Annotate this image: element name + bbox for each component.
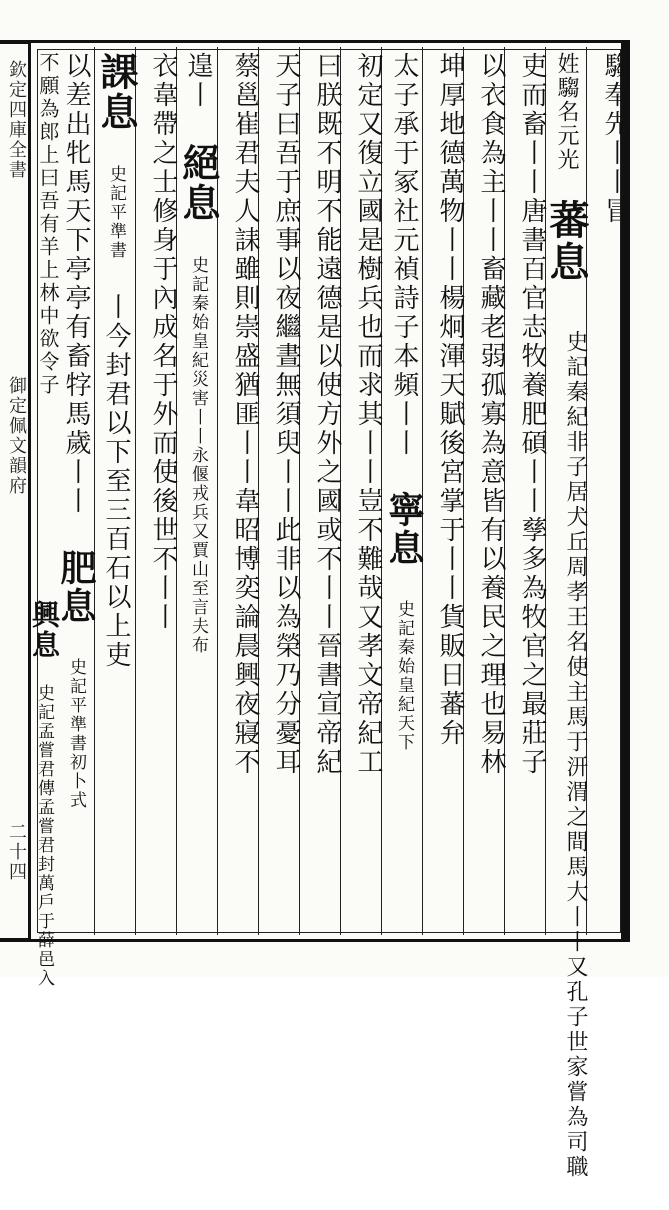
column-rule <box>94 47 95 935</box>
headword: 興息 <box>28 600 61 660</box>
margin-rule-top <box>0 40 30 44</box>
headword: 肥息 <box>55 549 97 625</box>
column-rule <box>135 47 136 935</box>
headword-note: 史記平準書 <box>106 165 126 260</box>
text-column <box>55 52 97 932</box>
text-column <box>220 52 258 932</box>
headword: 蕃息 <box>543 199 590 283</box>
column-text: 坤厚地德萬物丨丨楊炯渾天賦後宮掌于丨丨貨販日蕃弁 <box>435 52 465 748</box>
column-text: 蔡邕崔君夫人誄雖則崇盛猶匪丨丨韋昭博奕論晨興夜寢不 <box>230 52 260 777</box>
column-text: 以衣食為主丨丨畜藏老弱孤寡為意皆有以養民之理也易林 <box>476 52 506 777</box>
margin-series-title: 欽定四庫全書 <box>6 60 27 180</box>
text-column <box>590 52 628 932</box>
text-column <box>466 52 504 932</box>
column-text: 以差出牝馬天下亭亭有畜牸馬歲丨丨 <box>61 52 91 516</box>
text-column <box>425 52 463 932</box>
column-note: 姓騶名元光 <box>554 52 579 172</box>
column-text: 遑丨 <box>183 52 213 110</box>
margin-book-title: 御定佩文韻府 <box>6 376 27 496</box>
headword-note: 史記秦紀非子居犬丘周孝王名使主馬于汧渭之間馬大丨丨又孔子世家嘗為司職 <box>563 330 588 1180</box>
text-column <box>138 52 176 932</box>
text-column <box>94 52 139 932</box>
margin-page-number: 二十四 <box>6 822 27 882</box>
text-column <box>302 52 340 932</box>
text-column <box>548 330 586 1210</box>
column-text <box>60 600 61 601</box>
margin-rule-bottom <box>0 938 30 942</box>
text-column <box>343 52 381 932</box>
text-column <box>261 52 299 932</box>
column-text: 初定又復立國是樹兵也而求其丨丨豈不難哉又孝文帝紀工 <box>353 52 383 777</box>
column-text: 吏而畜丨丨唐書百官志牧養肥碩丨丨孳多為牧官之最莊子 <box>517 52 547 777</box>
margin-header <box>3 60 29 920</box>
headword-note: 史記秦始皇紀天下 <box>394 600 414 752</box>
headword: 寧息 <box>383 491 425 567</box>
column-text: 衣韋帶之士修身于內成名于外而使後世不丨丨 <box>148 52 178 632</box>
headword-note: 史記平準書初卜式 <box>66 658 86 810</box>
column-text: 不願為郎上曰吾有羊上林中欲令子 <box>36 52 60 397</box>
text-column <box>507 52 545 932</box>
headword-note: 史記秦始皇紀災害丨丨永偃戎兵又賈山至言夫布 <box>188 256 208 655</box>
column-text: 天子曰吾于庶事以夜繼晝無須臾丨丨此非以為榮乃分憂耳 <box>271 52 301 777</box>
text-column <box>60 600 61 601</box>
column-text: 騶奉先丨丨冒 <box>600 52 630 226</box>
headword: 絕息 <box>176 143 221 223</box>
text-column <box>176 52 221 932</box>
headword-note: 史記孟嘗君傳孟嘗君封萬戶于薛邑入 <box>34 684 54 988</box>
text-column <box>28 600 61 988</box>
column-text: 太子承于冢社元禎詩子本頻丨丨 <box>389 52 419 458</box>
column-text: 曰朕既不明不能遠德是以使方外之國或不丨丨晉書宣帝紀 <box>312 52 342 777</box>
column-text: 丨今封君以下至三百石以上吏 <box>101 293 131 670</box>
headword: 課息 <box>94 52 139 132</box>
text-column <box>383 52 425 932</box>
